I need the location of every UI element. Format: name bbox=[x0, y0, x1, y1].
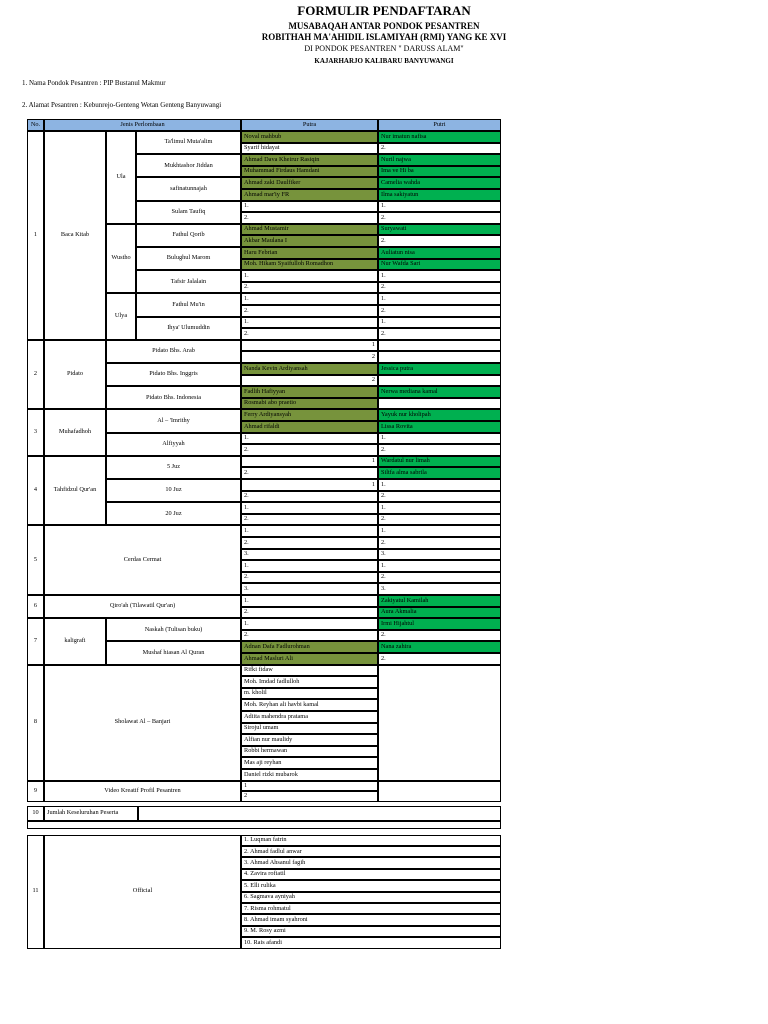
sub-event-mushaf: Mushaf hiasan Al Quran bbox=[106, 641, 241, 664]
level-ula: Ula bbox=[106, 131, 136, 224]
putri-entry: Irmi Hijahtul bbox=[378, 618, 501, 630]
putri-entry: Jessica putra bbox=[378, 363, 501, 375]
putri-entry: 2. bbox=[378, 282, 501, 294]
row-number: 10 bbox=[27, 806, 44, 821]
putra-entry: Robbi hermawan bbox=[241, 746, 378, 758]
putri-entry: 2. bbox=[378, 630, 501, 642]
pesantren-address: 2. Alamat Pesantren : Kebunrejo-Genteng Wetan Genteng Banyuwangi bbox=[22, 101, 222, 109]
official-entry: 9. M. Rosy azmi bbox=[241, 926, 501, 937]
row-number: 9 bbox=[27, 781, 44, 802]
row-number: 6 bbox=[27, 595, 44, 618]
sub-event-safinatun: safinatunnajah bbox=[136, 177, 241, 200]
putra-entry: 1 bbox=[241, 781, 378, 792]
putri-entry: 1. bbox=[378, 317, 501, 329]
putra-entry: 2. bbox=[241, 491, 378, 503]
official-entry: 1. Luqman fatrin bbox=[241, 835, 501, 846]
putra-entry: 2. bbox=[241, 467, 378, 479]
putri-video-empty bbox=[378, 781, 501, 802]
putra-entry: 2. bbox=[241, 607, 378, 619]
putra-entry: 1. bbox=[241, 595, 378, 607]
putra-entry: Ahmad Masluri Ali bbox=[241, 653, 378, 665]
row-number: 4 bbox=[27, 456, 44, 526]
category-video: Video Kreatif Profil Pesantren bbox=[44, 781, 241, 802]
official-entry: 6. Sagmava ayniyah bbox=[241, 892, 501, 903]
putra-entry: 1. bbox=[241, 502, 378, 514]
putra-entry: Moh. Hikam Syaifulloh Romadhon bbox=[241, 259, 378, 271]
sub-event-sulam: Sulam Taufiq bbox=[136, 201, 241, 224]
putra-entry: 1. bbox=[241, 317, 378, 329]
putra-entry: m. kholil bbox=[241, 688, 378, 700]
putra-entry: Ahmad rifaldi bbox=[241, 421, 378, 433]
putra-entry: Akbar Maulana I bbox=[241, 235, 378, 247]
putri-entry: 1. bbox=[378, 201, 501, 213]
sub-event-juz5: 5 Juz bbox=[106, 456, 241, 479]
col-header-no: No. bbox=[27, 119, 44, 131]
col-header-putri: Putri bbox=[378, 119, 501, 131]
putra-entry: Ahmad Dava Kheirur Rasiqin bbox=[241, 154, 378, 166]
putra-entry: Moh. Reyhan ali havbi kamal bbox=[241, 699, 378, 711]
row-number: 7 bbox=[27, 618, 44, 664]
putri-entry: 1. bbox=[378, 479, 501, 491]
putri-entry: Nur Wafda Sari bbox=[378, 259, 501, 271]
col-header-jenis: Jenis Perlombaan bbox=[44, 119, 241, 131]
sub-event-ihya: Ihya' Ulumuddin bbox=[136, 317, 241, 340]
official-entry: 8. Ahmad imam syahroni bbox=[241, 914, 501, 925]
putra-entry: 2. bbox=[241, 514, 378, 526]
putra-entry: Fadlih Hafiyyan bbox=[241, 386, 378, 398]
putra-entry: 1 bbox=[241, 456, 378, 468]
level-wustho: Wustho bbox=[106, 224, 136, 294]
sub-event-juz20: 20 Juz bbox=[106, 502, 241, 525]
putra-entry: 2. bbox=[241, 630, 378, 642]
putra-entry: 2. bbox=[241, 328, 378, 340]
sub-event-talimul: Ta'limul Muta'alim bbox=[136, 131, 241, 154]
category-kaligrafi: kaligrafi bbox=[44, 618, 106, 664]
putra-entry: Syarif hidayat bbox=[241, 143, 378, 155]
venue-address: KAJARHARJO KALIBARU BANYUWANGI bbox=[314, 57, 454, 65]
venue-name: DI PONDOK PESANTREN " DARUSS ALAM" bbox=[304, 44, 464, 53]
pesantren-name: 1. Nama Pondok Pesantren : PIP Bustanul Makmur bbox=[22, 79, 166, 87]
putra-entry: 3. bbox=[241, 583, 378, 595]
row-number: 11 bbox=[27, 835, 44, 949]
sub-event-mukhtashor: Mukhtashor Jiddan bbox=[136, 154, 241, 177]
putri-entry: 1. bbox=[378, 433, 501, 445]
form-title: FORMULIR PENDAFTARAN bbox=[297, 3, 471, 18]
putra-entry: Adnan Dafa Fadlurohman bbox=[241, 641, 378, 653]
putra-entry: 2 bbox=[241, 791, 378, 802]
putra-entry: 2 bbox=[241, 351, 378, 363]
putra-entry: Alfian nur maulidy bbox=[241, 734, 378, 746]
sub-event-tafsir: Tafsir Jalalain bbox=[136, 270, 241, 293]
putra-entry: 2. bbox=[241, 444, 378, 456]
spacer-row bbox=[27, 821, 501, 829]
sub-event-fathul_qorib: Fathul Qorib bbox=[136, 224, 241, 247]
official-entry: 7. Risma rohmatul bbox=[241, 903, 501, 914]
putri-entry: Auliatun nisa bbox=[378, 247, 501, 259]
putri-entry: 2. bbox=[378, 491, 501, 503]
row-number: 2 bbox=[27, 340, 44, 410]
putra-entry: 1 bbox=[241, 340, 378, 352]
jumlah-label: Jumlah Keseluruhan Peserta bbox=[44, 806, 138, 821]
putri-entry: 2. bbox=[378, 235, 501, 247]
official-entry: 3. Ahmad Ahsanul fagih bbox=[241, 857, 501, 868]
putra-entry: Noval mahbub bbox=[241, 131, 378, 143]
putri-entry: 2. bbox=[378, 305, 501, 317]
putri-entry: Yayuk nur kholipah bbox=[378, 409, 501, 421]
category-tahfidzul: Tahfidzul Qur'an bbox=[44, 456, 106, 526]
putri-entry bbox=[378, 398, 501, 410]
official-entry: 4. Zavira rofiatil bbox=[241, 869, 501, 880]
putri-entry: 1. bbox=[378, 502, 501, 514]
category-baca-kitab: Baca Kitab bbox=[44, 131, 106, 340]
putra-entry: 1. bbox=[241, 201, 378, 213]
category-muhafadhoh: Muhafadhoh bbox=[44, 409, 106, 455]
category-pidato: Pidato bbox=[44, 340, 106, 410]
putri-entry: Suryawati bbox=[378, 224, 501, 236]
level-ulya: Ulya bbox=[106, 293, 136, 339]
putra-entry: Muhammad Firdaus Hamdani bbox=[241, 166, 378, 178]
putri-entry: 2. bbox=[378, 572, 501, 584]
putra-entry: 2. bbox=[241, 572, 378, 584]
category-sholawat: Sholawat Al – Banjari bbox=[44, 665, 241, 781]
putra-entry: 2. bbox=[241, 282, 378, 294]
putri-entry: Aura Akmalia bbox=[378, 607, 501, 619]
sub-event-naskah: Naskah (Tulisan buku) bbox=[106, 618, 241, 641]
putri-entry: 2. bbox=[378, 514, 501, 526]
sub-event-fathul_muin: Fathul Mu'in bbox=[136, 293, 241, 316]
official-entry: 2. Ahmad fadlul anwar bbox=[241, 846, 501, 857]
putra-entry: 1. bbox=[241, 618, 378, 630]
putri-entry: 3. bbox=[378, 549, 501, 561]
putra-entry: Ahmad mar'iy FR bbox=[241, 189, 378, 201]
putra-entry: Sirojul umam bbox=[241, 723, 378, 735]
putra-entry: Ahmad Mustamir bbox=[241, 224, 378, 236]
putra-entry: 1. bbox=[241, 525, 378, 537]
category-cerdas-cermat: Cerdas Cermat bbox=[44, 525, 241, 595]
putra-entry: 1. bbox=[241, 270, 378, 282]
putri-entry: Ilma sakiyatun bbox=[378, 189, 501, 201]
putri-entry: Camelia wahda bbox=[378, 177, 501, 189]
putra-entry: Rifki fidaw bbox=[241, 665, 378, 677]
putri-sholawat-empty bbox=[378, 665, 501, 781]
putri-entry: Zakiyatul Kamilah bbox=[378, 595, 501, 607]
putra-entry: 1 bbox=[241, 479, 378, 491]
row-number: 8 bbox=[27, 665, 44, 781]
category-qiroah: Qiro'ah (Tilawatil Qur'an) bbox=[44, 595, 241, 618]
putra-entry: 1. bbox=[241, 433, 378, 445]
putra-entry: Moh. Imdad fadlulloh bbox=[241, 676, 378, 688]
putra-entry: 2. bbox=[241, 537, 378, 549]
sub-event-bulughul: Bulughul Marom bbox=[136, 247, 241, 270]
putra-entry: 3. bbox=[241, 549, 378, 561]
putra-entry: 1. bbox=[241, 560, 378, 572]
putri-entry: 1. bbox=[378, 525, 501, 537]
sub-event-imrithy: Al – 'Imrithy bbox=[106, 409, 241, 432]
sub-event-indonesia: Pidato Bhs. Indonesia bbox=[106, 386, 241, 409]
putri-entry bbox=[378, 351, 501, 363]
putra-entry: 2 bbox=[241, 375, 378, 387]
category-official: Official bbox=[44, 835, 241, 949]
putra-entry: Ahmad zaki Daulfiker bbox=[241, 177, 378, 189]
putri-entry: 2. bbox=[378, 143, 501, 155]
official-entry: 10. Rais afandi bbox=[241, 937, 501, 948]
putri-entry: 2. bbox=[378, 212, 501, 224]
putra-entry: Nanda Kevin Ardiyansah bbox=[241, 363, 378, 375]
col-header-putra: Putra bbox=[241, 119, 378, 131]
putri-entry: 2. bbox=[378, 328, 501, 340]
putra-entry: Haru Febrian bbox=[241, 247, 378, 259]
putri-entry bbox=[378, 340, 501, 352]
sub-event-alfiyyah: Alfiyyah bbox=[106, 433, 241, 456]
putri-entry: Nerwa mediana kamal bbox=[378, 386, 501, 398]
putri-entry: Nur imatun nafisa bbox=[378, 131, 501, 143]
putri-entry: 1. bbox=[378, 270, 501, 282]
putri-entry: Lissa Rovita bbox=[378, 421, 501, 433]
official-entry: 5. Elli rulika bbox=[241, 880, 501, 891]
putra-entry: Adiita mahendra pratama bbox=[241, 711, 378, 723]
sub-event-arab: Pidato Bhs. Arab bbox=[106, 340, 241, 363]
putri-entry: 1. bbox=[378, 560, 501, 572]
putri-entry: 1. bbox=[378, 293, 501, 305]
row-number: 1 bbox=[27, 131, 44, 340]
sub-event-inggris: Pidato Bhs. Inggris bbox=[106, 363, 241, 386]
jumlah-value bbox=[138, 806, 501, 821]
sub-event-juz10: 10 Juz bbox=[106, 479, 241, 502]
putra-entry: Mas aji reyhan bbox=[241, 757, 378, 769]
row-number: 3 bbox=[27, 409, 44, 455]
putri-entry: 2. bbox=[378, 537, 501, 549]
putra-entry: 2. bbox=[241, 212, 378, 224]
organizer-name: ROBITHAH MA'AHIDIL ISLAMIYAH (RMI) YANG KE XVI bbox=[261, 32, 507, 42]
putri-entry: 3. bbox=[378, 583, 501, 595]
putra-entry: Rosmabi abo praetio bbox=[241, 398, 378, 410]
putra-entry: 2. bbox=[241, 305, 378, 317]
putri-entry: 2. bbox=[378, 444, 501, 456]
putra-entry: 1. bbox=[241, 293, 378, 305]
event-name: MUSABAQAH ANTAR PONDOK PESANTREN bbox=[288, 21, 480, 31]
putri-entry: 2. bbox=[378, 653, 501, 665]
putri-entry: Wardatul nur limah bbox=[378, 456, 501, 468]
putra-entry: Daniel rizki mubarok bbox=[241, 769, 378, 781]
putri-entry bbox=[378, 375, 501, 387]
putri-entry: Siltfa alma sabrila bbox=[378, 467, 501, 479]
putri-entry: Nana zahira bbox=[378, 641, 501, 653]
putri-entry: Ima ve Hi ba bbox=[378, 166, 501, 178]
putra-entry: Ferry Ardiyansyah bbox=[241, 409, 378, 421]
putri-entry: Nuril najwa bbox=[378, 154, 501, 166]
row-number: 5 bbox=[27, 525, 44, 595]
